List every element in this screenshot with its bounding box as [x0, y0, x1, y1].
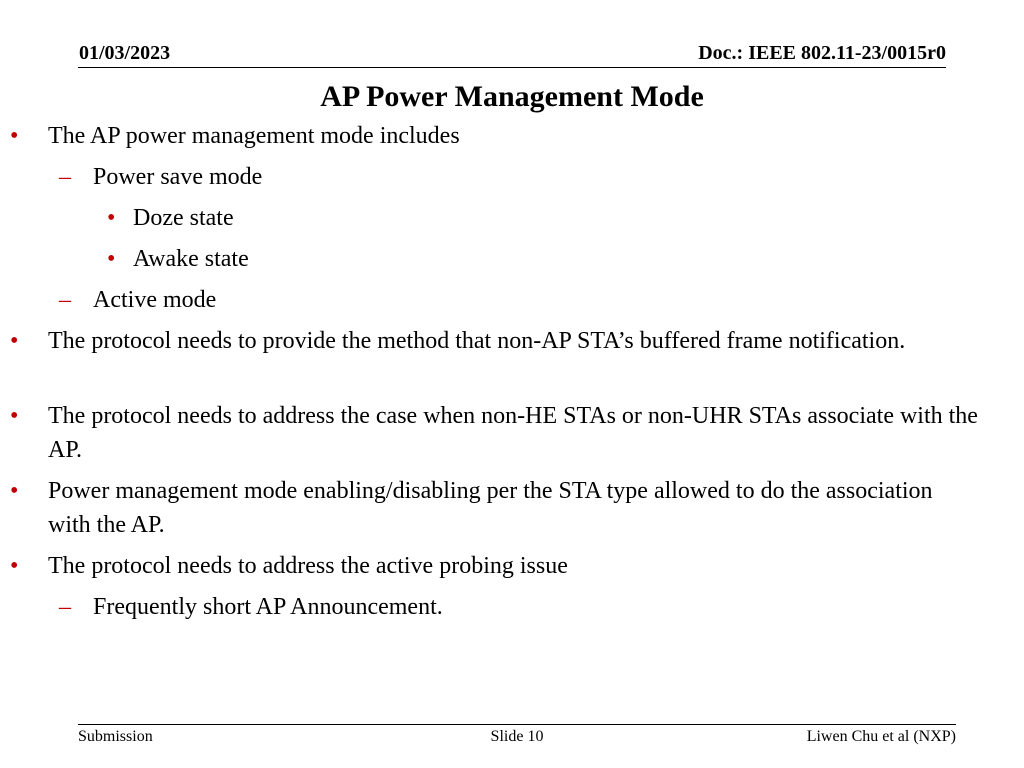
bullet-marker: • — [107, 205, 116, 231]
sub-sub-bullet-text: Doze state — [133, 205, 234, 231]
bullet-marker: • — [10, 553, 19, 579]
bullet-text: The AP power management mode includes — [48, 123, 460, 149]
footer-slide-number: Slide 10 — [490, 728, 544, 745]
bullet-item — [10, 474, 978, 542]
bullet-marker: • — [10, 123, 19, 149]
bullet-item — [10, 119, 978, 153]
header-doc-id: Doc.: IEEE 802.11-23/0015r0 — [698, 42, 946, 64]
sub-bullet-item — [59, 590, 973, 624]
bullet-text: The protocol needs to address the case when non-HE STAs or non-UHR STAs associate with the AP. — [48, 403, 978, 463]
sub-bullet-text: Frequently short AP Announcement. — [93, 594, 443, 620]
bullet-marker: • — [10, 403, 19, 429]
sub-bullet-text: Active mode — [93, 287, 217, 313]
footer-author: Liwen Chu et al (NXP) — [806, 728, 956, 745]
bullet-text: The protocol needs to provide the method that non-AP STA’s buffered frame notification. — [48, 328, 906, 354]
bullet-item — [10, 324, 978, 358]
bullet-text: The protocol needs to address the active probing issue — [48, 553, 568, 579]
sub-bullet-text: Power save mode — [93, 164, 263, 190]
bullet-marker: • — [107, 246, 116, 272]
dash-marker: – — [59, 594, 71, 620]
sub-sub-bullet-item — [107, 201, 973, 235]
header-date: 01/03/2023 — [79, 42, 171, 64]
footer-divider — [78, 724, 956, 725]
bullet-item — [10, 399, 978, 467]
bullet-item — [10, 549, 978, 583]
slide-title: AP Power Management Mode — [320, 80, 704, 113]
footer-submission: Submission — [78, 728, 153, 745]
sub-sub-bullet-text: Awake state — [133, 246, 249, 272]
bullet-text: Power management mode enabling/disabling per the STA type allowed to do the association with the AP. — [48, 478, 933, 538]
bullet-marker: • — [10, 328, 19, 354]
bullet-marker: • — [10, 478, 19, 504]
dash-marker: – — [59, 164, 71, 190]
sub-bullet-item — [59, 283, 973, 317]
sub-sub-bullet-item — [107, 242, 973, 276]
sub-bullet-item — [59, 160, 973, 194]
dash-marker: – — [59, 287, 71, 313]
